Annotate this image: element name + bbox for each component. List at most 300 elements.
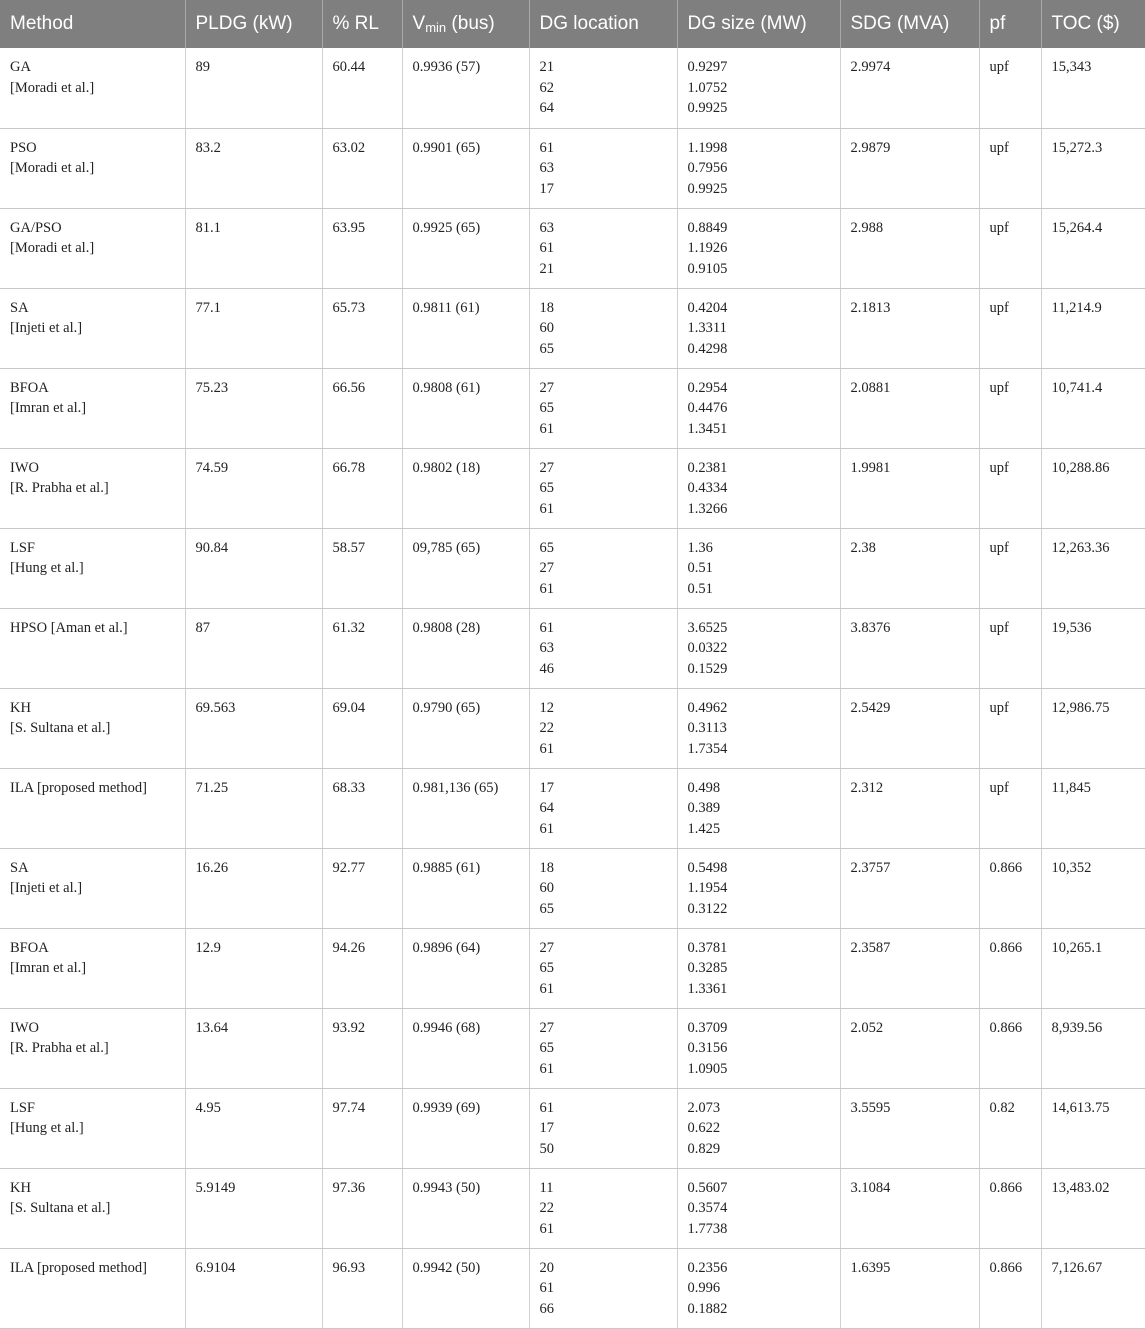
cell-method xyxy=(0,208,185,288)
cell-dg-location xyxy=(529,768,677,848)
dg-location-line: 64 xyxy=(539,800,554,816)
dg-size-line: 1.3361 xyxy=(687,980,728,997)
cell-dg-location xyxy=(529,288,677,368)
cell-pldg: 12.9 xyxy=(185,928,322,1008)
method-line: [S. Sultana et al.] xyxy=(10,720,111,736)
cell-vmin: 0.9885 (61) xyxy=(402,848,529,928)
dg-size-line: 0.51 xyxy=(687,560,713,576)
cell-dg-location xyxy=(529,208,677,288)
dg-location-line: 60 xyxy=(539,880,554,896)
cell-pf: 0.866 xyxy=(979,1248,1041,1328)
cell-dg-size xyxy=(677,848,840,928)
header-dg-location: DG location xyxy=(529,0,677,48)
dg-location-line: 17 xyxy=(539,1120,554,1136)
dg-size-line: 0.3709 xyxy=(687,1019,728,1036)
dg-size-line: 1.3311 xyxy=(687,320,727,336)
dg-location-line: 66 xyxy=(539,1300,554,1317)
cell-pf: 0.82 xyxy=(979,1088,1041,1168)
cell-pldg: 74.59 xyxy=(185,448,322,528)
method-line: [Imran et al.] xyxy=(10,960,87,976)
cell-dg-location xyxy=(529,928,677,1008)
dg-location-line: 27 xyxy=(539,1019,554,1036)
cell-pf: 0.866 xyxy=(979,1008,1041,1088)
cell-pldg: 90.84 xyxy=(185,528,322,608)
cell-pf: 0.866 xyxy=(979,928,1041,1008)
method-line: KH xyxy=(10,1179,31,1196)
dg-size-line: 0.2381 xyxy=(687,459,728,476)
cell-dg-location xyxy=(529,1088,677,1168)
cell-toc: 11,214.9 xyxy=(1041,288,1145,368)
dg-location-line: 21 xyxy=(539,260,554,277)
header-vmin-sub: min xyxy=(425,20,447,35)
cell-sdg: 1.6395 xyxy=(840,1248,979,1328)
header-row xyxy=(0,0,1145,48)
cell-dg-size xyxy=(677,1088,840,1168)
dg-size-line: 1.1926 xyxy=(687,240,728,256)
method-line: [Moradi et al.] xyxy=(10,240,95,256)
table-row xyxy=(0,928,1145,1008)
cell-sdg: 3.5595 xyxy=(840,1088,979,1168)
dg-size-line: 1.425 xyxy=(687,820,721,837)
cell-sdg: 2.0881 xyxy=(840,368,979,448)
dg-size-line: 0.4962 xyxy=(687,699,728,716)
dg-size-line: 0.0322 xyxy=(687,640,728,656)
cell-vmin: 0.9946 (68) xyxy=(402,1008,529,1088)
cell-pf: 0.866 xyxy=(979,1168,1041,1248)
cell-vmin: 0.9939 (69) xyxy=(402,1088,529,1168)
dg-size-line: 0.9925 xyxy=(687,180,728,197)
method-line: [Injeti et al.] xyxy=(10,320,83,336)
dg-size-line: 2.073 xyxy=(687,1099,721,1116)
dg-location-line: 65 xyxy=(539,400,554,416)
cell-dg-size xyxy=(677,768,840,848)
dg-size-line: 0.4334 xyxy=(687,480,728,496)
dg-location-line: 22 xyxy=(539,720,554,736)
cell-toc: 15,264.4 xyxy=(1041,208,1145,288)
dg-location-line: 61 xyxy=(539,740,554,757)
header-rl: % RL xyxy=(322,0,402,48)
dg-location-line: 61 xyxy=(539,500,554,517)
dg-location-line: 63 xyxy=(539,219,554,236)
table-row xyxy=(0,608,1145,688)
table-row xyxy=(0,1088,1145,1168)
dg-size-line: 0.2954 xyxy=(687,379,728,396)
cell-rl: 97.36 xyxy=(322,1168,402,1248)
cell-dg-location xyxy=(529,1168,677,1248)
cell-pf: upf xyxy=(979,688,1041,768)
cell-vmin: 0.9790 (65) xyxy=(402,688,529,768)
dg-size-line: 0.1882 xyxy=(687,1300,728,1317)
cell-vmin: 0.9896 (64) xyxy=(402,928,529,1008)
dg-location-line: 27 xyxy=(539,459,554,476)
dg-size-line: 0.3781 xyxy=(687,939,728,956)
cell-pf: upf xyxy=(979,208,1041,288)
dg-size-line: 0.51 xyxy=(687,580,713,597)
cell-rl: 61.32 xyxy=(322,608,402,688)
method-line: [Hung et al.] xyxy=(10,560,84,576)
dg-location-line: 61 xyxy=(539,1280,554,1296)
dg-size-line: 3.6525 xyxy=(687,619,728,636)
cell-vmin: 0.9802 (18) xyxy=(402,448,529,528)
cell-pf: upf xyxy=(979,128,1041,208)
cell-pldg: 69.563 xyxy=(185,688,322,768)
cell-toc: 13,483.02 xyxy=(1041,1168,1145,1248)
dg-location-line: 21 xyxy=(539,59,554,75)
dg-location-line: 61 xyxy=(539,820,554,837)
cell-vmin: 09,785 (65) xyxy=(402,528,529,608)
dg-size-line: 1.3266 xyxy=(687,500,728,517)
method-line: IWO xyxy=(10,459,39,476)
cell-pf: 0.866 xyxy=(979,848,1041,928)
dg-location-line: 27 xyxy=(539,379,554,396)
dg-size-line: 0.3122 xyxy=(687,900,728,917)
cell-toc: 12,986.75 xyxy=(1041,688,1145,768)
dg-size-line: 1.1998 xyxy=(687,139,728,156)
dg-location-line: 60 xyxy=(539,320,554,336)
cell-sdg: 3.1084 xyxy=(840,1168,979,1248)
cell-toc: 11,845 xyxy=(1041,768,1145,848)
header-vmin xyxy=(402,0,529,48)
cell-sdg: 2.3757 xyxy=(840,848,979,928)
cell-pldg: 89 xyxy=(185,48,322,128)
dg-size-line: 0.622 xyxy=(687,1120,721,1136)
dg-location-line: 63 xyxy=(539,640,554,656)
method-line: BFOA xyxy=(10,379,49,396)
dg-size-line: 0.8849 xyxy=(687,219,728,236)
header-vmin-main: V xyxy=(412,13,426,34)
dg-location-line: 61 xyxy=(539,1220,554,1237)
cell-vmin: 0.9901 (65) xyxy=(402,128,529,208)
cell-toc: 7,126.67 xyxy=(1041,1248,1145,1328)
cell-sdg: 2.312 xyxy=(840,768,979,848)
cell-method xyxy=(0,848,185,928)
cell-method xyxy=(0,688,185,768)
cell-sdg: 2.5429 xyxy=(840,688,979,768)
cell-method xyxy=(0,1088,185,1168)
cell-vmin: 0.9936 (57) xyxy=(402,48,529,128)
dg-location-line: 64 xyxy=(539,100,554,116)
dg-location-line: 46 xyxy=(539,660,554,677)
dg-size-line: 0.4476 xyxy=(687,400,728,416)
cell-method xyxy=(0,608,185,688)
header-sdg: SDG (MVA) xyxy=(840,0,979,48)
method-line: [Hung et al.] xyxy=(10,1120,84,1136)
dg-size-line: 0.2356 xyxy=(687,1259,728,1276)
cell-rl: 96.93 xyxy=(322,1248,402,1328)
cell-dg-size xyxy=(677,448,840,528)
cell-toc: 12,263.36 xyxy=(1041,528,1145,608)
cell-rl: 63.95 xyxy=(322,208,402,288)
dg-location-line: 12 xyxy=(539,699,554,716)
dg-size-line: 0.3574 xyxy=(687,1200,728,1216)
cell-rl: 58.57 xyxy=(322,528,402,608)
method-line: [R. Prabha et al.] xyxy=(10,1040,109,1056)
dg-location-line: 62 xyxy=(539,79,554,96)
cell-dg-location xyxy=(529,848,677,928)
dg-size-line: 1.3451 xyxy=(687,420,728,437)
table-row xyxy=(0,288,1145,368)
table-row xyxy=(0,848,1145,928)
cell-pldg: 87 xyxy=(185,608,322,688)
dg-size-line: 0.7956 xyxy=(687,160,728,176)
cell-vmin: 0.9925 (65) xyxy=(402,208,529,288)
cell-sdg: 2.1813 xyxy=(840,288,979,368)
dg-location-line: 22 xyxy=(539,1200,554,1216)
cell-pldg: 83.2 xyxy=(185,128,322,208)
dg-size-line: 0.9925 xyxy=(687,100,728,116)
dg-location-line: 61 xyxy=(539,139,554,156)
cell-sdg: 3.8376 xyxy=(840,608,979,688)
cell-toc: 10,265.1 xyxy=(1041,928,1145,1008)
cell-sdg: 2.9974 xyxy=(840,48,979,128)
cell-dg-size xyxy=(677,1168,840,1248)
cell-pf: upf xyxy=(979,768,1041,848)
dg-location-line: 50 xyxy=(539,1140,554,1157)
dg-size-line: 1.1954 xyxy=(687,880,728,896)
dg-location-line: 27 xyxy=(539,560,554,576)
cell-dg-size xyxy=(677,48,840,128)
cell-method xyxy=(0,1008,185,1088)
table-row xyxy=(0,208,1145,288)
header-method: Method xyxy=(10,13,74,34)
method-line: SA xyxy=(10,299,29,316)
cell-method xyxy=(0,448,185,528)
header-vmin-suffix: (bus) xyxy=(446,13,495,34)
method-line: IWO xyxy=(10,1019,39,1036)
method-line: [Moradi et al.] xyxy=(10,79,95,96)
cell-dg-size xyxy=(677,1248,840,1328)
cell-dg-location xyxy=(529,448,677,528)
cell-dg-location xyxy=(529,128,677,208)
cell-pldg: 75.23 xyxy=(185,368,322,448)
cell-pf: upf xyxy=(979,288,1041,368)
cell-dg-location xyxy=(529,528,677,608)
dg-size-line: 1.0752 xyxy=(687,79,728,96)
dg-location-line: 65 xyxy=(539,480,554,496)
cell-pf: upf xyxy=(979,528,1041,608)
dg-size-line: 0.5607 xyxy=(687,1179,728,1196)
method-line: KH xyxy=(10,699,31,716)
cell-rl: 97.74 xyxy=(322,1088,402,1168)
cell-pldg: 5.9149 xyxy=(185,1168,322,1248)
method-line: HPSO [Aman et al.] xyxy=(10,619,128,636)
cell-sdg: 2.9879 xyxy=(840,128,979,208)
table-row xyxy=(0,528,1145,608)
dg-size-line: 1.36 xyxy=(687,539,713,556)
table-body xyxy=(0,48,1145,1328)
cell-method xyxy=(0,368,185,448)
cell-dg-location xyxy=(529,1008,677,1088)
table-header xyxy=(0,0,1145,48)
cell-sdg: 1.9981 xyxy=(840,448,979,528)
dg-size-line: 1.7354 xyxy=(687,740,728,757)
header-pldg: PLDG (kW) xyxy=(185,0,322,48)
cell-dg-size xyxy=(677,928,840,1008)
header-dg-size: DG size (MW) xyxy=(677,0,840,48)
dg-size-line: 0.4298 xyxy=(687,340,728,357)
cell-method xyxy=(0,528,185,608)
cell-rl: 65.73 xyxy=(322,288,402,368)
table-row xyxy=(0,688,1145,768)
method-line: SA xyxy=(10,859,29,876)
dg-size-line: 0.9297 xyxy=(687,59,728,75)
cell-dg-size xyxy=(677,368,840,448)
dg-location-line: 61 xyxy=(539,1060,554,1077)
table-row xyxy=(0,368,1145,448)
dg-location-line: 17 xyxy=(539,779,554,796)
cell-rl: 68.33 xyxy=(322,768,402,848)
method-line: ILA [proposed method] xyxy=(10,779,147,796)
method-line: [Injeti et al.] xyxy=(10,880,83,896)
cell-rl: 66.56 xyxy=(322,368,402,448)
cell-pf: upf xyxy=(979,608,1041,688)
cell-method xyxy=(0,768,185,848)
dg-location-line: 18 xyxy=(539,299,554,316)
dg-location-line: 61 xyxy=(539,619,554,636)
cell-rl: 63.02 xyxy=(322,128,402,208)
cell-pf: upf xyxy=(979,48,1041,128)
method-line: LSF xyxy=(10,539,35,556)
dg-location-line: 27 xyxy=(539,939,554,956)
cell-method xyxy=(0,128,185,208)
cell-toc: 10,741.4 xyxy=(1041,368,1145,448)
cell-dg-size xyxy=(677,288,840,368)
table-row xyxy=(0,768,1145,848)
table-row xyxy=(0,48,1145,128)
cell-toc: 10,288.86 xyxy=(1041,448,1145,528)
method-line: ILA [proposed method] xyxy=(10,1259,147,1276)
cell-sdg: 2.988 xyxy=(840,208,979,288)
dg-location-line: 61 xyxy=(539,240,554,256)
cell-dg-location xyxy=(529,48,677,128)
cell-method xyxy=(0,1168,185,1248)
dg-size-line: 0.3285 xyxy=(687,960,728,976)
dg-size-line: 0.4204 xyxy=(687,299,728,316)
cell-dg-location xyxy=(529,608,677,688)
cell-dg-size xyxy=(677,128,840,208)
dg-size-line: 0.3113 xyxy=(687,720,727,736)
header-pf: pf xyxy=(979,0,1041,48)
dg-location-line: 61 xyxy=(539,1099,554,1116)
cell-method xyxy=(0,1248,185,1328)
cell-toc: 14,613.75 xyxy=(1041,1088,1145,1168)
table-row xyxy=(0,128,1145,208)
cell-dg-size xyxy=(677,688,840,768)
method-line: LSF xyxy=(10,1099,35,1116)
dg-size-line: 0.9105 xyxy=(687,260,728,277)
table-row xyxy=(0,448,1145,528)
cell-dg-size xyxy=(677,608,840,688)
dg-location-line: 11 xyxy=(539,1179,554,1196)
cell-method xyxy=(0,48,185,128)
cell-toc: 19,536 xyxy=(1041,608,1145,688)
dg-location-line: 65 xyxy=(539,539,554,556)
cell-vmin: 0.9808 (61) xyxy=(402,368,529,448)
cell-pldg: 6.9104 xyxy=(185,1248,322,1328)
method-line: GA xyxy=(10,59,31,75)
cell-toc: 8,939.56 xyxy=(1041,1008,1145,1088)
cell-vmin: 0.981,136 (65) xyxy=(402,768,529,848)
cell-toc: 15,272.3 xyxy=(1041,128,1145,208)
dg-location-line: 61 xyxy=(539,420,554,437)
cell-toc: 10,352 xyxy=(1041,848,1145,928)
dg-location-line: 65 xyxy=(539,340,554,357)
cell-rl: 93.92 xyxy=(322,1008,402,1088)
cell-rl: 66.78 xyxy=(322,448,402,528)
method-line: GA/PSO xyxy=(10,219,62,236)
cell-vmin: 0.9943 (50) xyxy=(402,1168,529,1248)
method-line: PSO xyxy=(10,139,37,156)
table-row xyxy=(0,1248,1145,1328)
cell-pldg: 77.1 xyxy=(185,288,322,368)
dg-size-line: 1.0905 xyxy=(687,1060,728,1077)
dg-size-line: 0.1529 xyxy=(687,660,728,677)
cell-rl: 60.44 xyxy=(322,48,402,128)
dg-size-line: 0.389 xyxy=(687,800,721,816)
cell-toc: 15,343 xyxy=(1041,48,1145,128)
table-row xyxy=(0,1008,1145,1088)
header-toc: TOC ($) xyxy=(1041,0,1145,48)
method-line: [Moradi et al.] xyxy=(10,160,95,176)
cell-rl: 94.26 xyxy=(322,928,402,1008)
method-line: [Imran et al.] xyxy=(10,400,87,416)
cell-rl: 92.77 xyxy=(322,848,402,928)
dg-size-line: 0.5498 xyxy=(687,859,728,876)
cell-vmin: 0.9942 (50) xyxy=(402,1248,529,1328)
cell-vmin: 0.9811 (61) xyxy=(402,288,529,368)
cell-dg-size xyxy=(677,528,840,608)
cell-dg-location xyxy=(529,688,677,768)
dg-location-line: 65 xyxy=(539,960,554,976)
cell-pldg: 4.95 xyxy=(185,1088,322,1168)
dg-location-line: 61 xyxy=(539,580,554,597)
dg-size-line: 0.996 xyxy=(687,1280,721,1296)
dg-location-line: 20 xyxy=(539,1259,554,1276)
dg-size-line: 0.3156 xyxy=(687,1040,728,1056)
cell-rl: 69.04 xyxy=(322,688,402,768)
dg-size-line: 1.7738 xyxy=(687,1220,728,1237)
dg-location-line: 63 xyxy=(539,160,554,176)
cell-pf: upf xyxy=(979,368,1041,448)
dg-location-line: 61 xyxy=(539,980,554,997)
dg-location-line: 18 xyxy=(539,859,554,876)
cell-method xyxy=(0,928,185,1008)
method-line: BFOA xyxy=(10,939,49,956)
cell-method xyxy=(0,288,185,368)
cell-dg-location xyxy=(529,1248,677,1328)
cell-dg-location xyxy=(529,368,677,448)
cell-dg-size xyxy=(677,208,840,288)
cell-pldg: 13.64 xyxy=(185,1008,322,1088)
dg-location-line: 65 xyxy=(539,900,554,917)
method-line: [S. Sultana et al.] xyxy=(10,1200,111,1216)
cell-sdg: 2.3587 xyxy=(840,928,979,1008)
cell-pldg: 16.26 xyxy=(185,848,322,928)
table-row xyxy=(0,1168,1145,1248)
dg-size-line: 0.829 xyxy=(687,1140,721,1157)
dg-location-line: 17 xyxy=(539,180,554,197)
cell-sdg: 2.052 xyxy=(840,1008,979,1088)
cell-pldg: 81.1 xyxy=(185,208,322,288)
dg-size-line: 0.498 xyxy=(687,779,721,796)
dg-location-line: 65 xyxy=(539,1040,554,1056)
cell-dg-size xyxy=(677,1008,840,1088)
cell-pldg: 71.25 xyxy=(185,768,322,848)
cell-vmin: 0.9808 (28) xyxy=(402,608,529,688)
cell-sdg: 2.38 xyxy=(840,528,979,608)
cell-pf: upf xyxy=(979,448,1041,528)
method-line: [R. Prabha et al.] xyxy=(10,480,109,496)
